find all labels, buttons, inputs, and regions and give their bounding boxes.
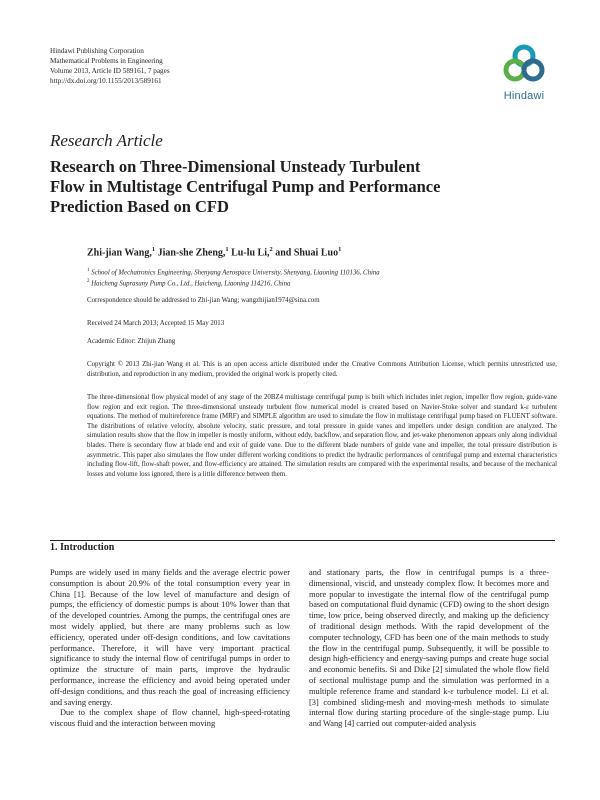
doi-link[interactable]: http://dx.doi.org/10.1155/2013/589161	[50, 77, 162, 85]
author-name: Jian-she Zheng,	[155, 247, 226, 259]
left-column	[50, 568, 290, 730]
body-paragraph: Pumps are widely used in many fields and the average electric power consumption is about 20.9% of the total consumption every year in China [1]. Because of the low level of manufacture and design of pumps, the efficiency of domestic pumps is about 10% lower than that of the developed countries. Among the pumps, the centrifugal ones are most widely applied, but there are many problems such as low efficiency, operated under off-design conditions, and low cavitations performance. Therefore, it will have very important practical significance to study the internal flow of centrifugal pumps in order to optimize the structure of main parts, improve the hydraulic performance, increase the efficiency and avoid being operated under off-design conditions, and thus reach the goal of increasing efficiency and saving energy.	[50, 568, 290, 707]
author-name: Zhi-jian Wang,	[87, 247, 152, 259]
title-line-3: Prediction Based on CFD	[50, 197, 229, 216]
volume-info: Volume 2013, Article ID 589161, 7 pages	[50, 67, 170, 75]
affiliation-1	[87, 268, 380, 276]
affil-sup: 1	[87, 268, 90, 273]
section-divider	[50, 540, 555, 541]
author-name: Lu-lu Li,	[228, 247, 270, 259]
title-line-2: Flow in Multistage Centrifugal Pump and Performance	[50, 177, 441, 196]
author-name: and Shuai Luo	[272, 247, 339, 259]
journal-name: Mathematical Problems in Engineering	[50, 57, 163, 65]
logo-text: Hindawi	[503, 90, 545, 102]
abstract: The three-dimensional flow physical model of any stage of the 20BZ4 multistage centrifugal pump is built which includes inlet region, impeller flow region, guide-vane flow region and exit region. The three-dimensional unsteady turbulent flow numerical model is created based on Navier-Stoke solver and standard k-ε turbulent equations. The method of multireference frame (MRF) and SIMPLE algorithm are used to simulate the flow in multistage centrifugal pump based on FLUENT software. The distributions of relative velocity, absolute velocity, static pressure, and total pressure in guide vanes and impellers under design condition are analyzed. The simulation results show that the flow in impeller is mostly uniform, without eddy, backflow, and separation flow, and jet-wake phenomenon appears only along individual blades. There is secondary flow at blade end and exit of guide vane. Due to the different blade numbers of guide vane and impeller, the total pressure distribution is asymmetric. This paper also simulates the flow under different working conditions to predict the hydraulic performances of centrifugal pump and external characteristics including flow-lift, flow-shaft power, and flow-efficiency are attained. The simulation results are compared with the experimental results, and because of the mechanical losses and volume loss ignored, there is a little difference between them.	[87, 394, 557, 478]
body-paragraph: and stationary parts, the flow in centrifugal pumps is a three-dimensional, viscid, and unsteady complex flow. It becomes more and more popular to investigate the internal flow of the centrifugal pump based on computational fluid dynamic (CFD) owing to the short design time, low price, being observed directly, and making up the deficiency of traditional design methods. With the rapid development of the computer technology, CFD has been one of the main methods to study the flow in the centrifugal pump. Subsequently, it will be possible to design high-efficiency and energy-saving pumps and create huge social and economic benefits. Si and Dike [2] simulated the whole flow field of sectional multistage pump and the simulation was performed in a multiple reference frame and standard k-ε turbulence model. Li et al. [3] combined sliding-mesh and moving-mesh methods to simulate internal flow during starting procedure of the single-stage pump. Liu and Wang [4] carried out computer-aided analysis	[309, 568, 549, 729]
hindawi-logo	[494, 42, 554, 104]
author-affil-sup: 1	[151, 246, 156, 253]
author-affil-sup: 2	[269, 246, 273, 253]
right-column	[309, 568, 549, 730]
paper-title	[50, 157, 520, 217]
section-heading: 1. Introduction	[50, 542, 115, 553]
author-affil-sup: 1	[225, 246, 229, 253]
received-dates: Received 24 March 2013; Accepted 15 May 2013	[87, 320, 225, 327]
affil-sup: 2	[87, 279, 90, 284]
journal-header	[50, 46, 170, 86]
body-paragraph: Due to the complex shape of flow channel, high-speed-rotating viscous fluid and the interaction between moving	[50, 708, 290, 729]
article-type: Research Article	[50, 131, 163, 150]
correspondence: Correspondence should be addressed to Zhi-jian Wang; wangzhijian1974@sina.com	[87, 297, 320, 304]
publisher-name: Hindawi Publishing Corporation	[50, 47, 144, 55]
copyright-notice: Copyright © 2013 Zhi-jian Wang et al. This is an open access article distributed under the Creative Commons Attribution License, which permits unrestricted use, distribution, and reproduction in any medium, provided the original work is properly cited.	[87, 361, 557, 379]
affil-text: School of Mechatronics Engineering, Shenyang Aerospace University, Shenyang, Liaoning 110136, China	[91, 269, 380, 277]
title-line-1: Research on Three-Dimensional Unsteady Turbulent	[50, 157, 421, 176]
affiliation-2	[87, 279, 290, 287]
author-list	[87, 246, 341, 258]
author-affil-sup: 1	[338, 246, 342, 253]
academic-editor: Academic Editor: Zhijun Zhang	[87, 338, 176, 345]
hindawi-logo-icon	[494, 42, 554, 88]
affil-text: Haicheng Suprasuny Pump Co., Ltd., Haicheng, Liaoning 114216, China	[91, 280, 291, 288]
